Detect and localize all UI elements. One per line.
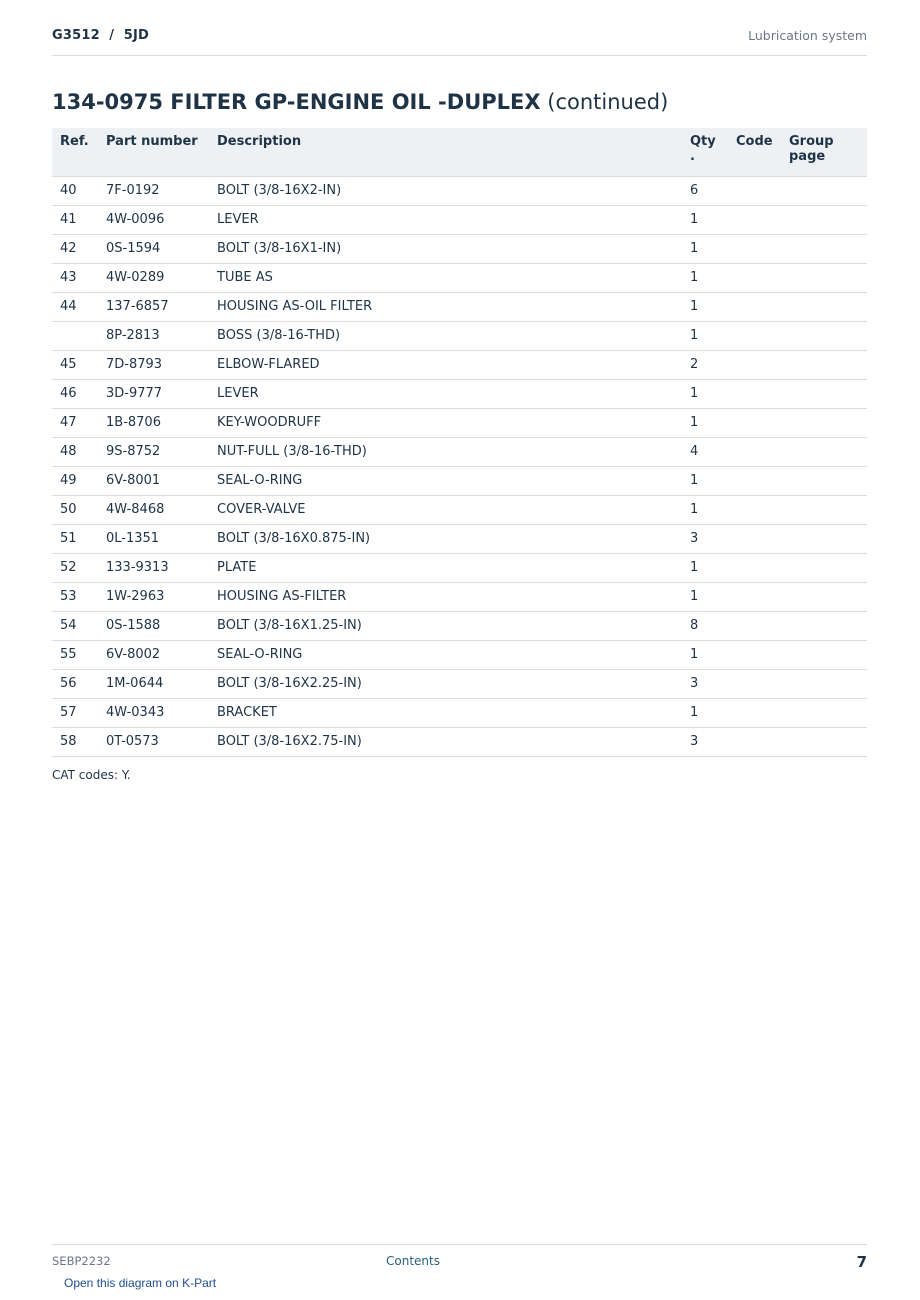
cell-group-page [781, 263, 867, 292]
cell-code [728, 640, 781, 669]
cell-group-page [781, 669, 867, 698]
cell-group-page [781, 727, 867, 756]
cell-ref: 50 [52, 495, 98, 524]
cell-description: LEVER [209, 205, 682, 234]
cell-group-page [781, 611, 867, 640]
cell-ref: 47 [52, 408, 98, 437]
cell-code [728, 234, 781, 263]
page-number: 7 [856, 1253, 867, 1271]
cell-group-page [781, 350, 867, 379]
cell-ref: 52 [52, 553, 98, 582]
cell-qty: 1 [682, 582, 728, 611]
cell-description: PLATE [209, 553, 682, 582]
column-header-ref: Ref. [52, 128, 98, 176]
cell-group-page [781, 466, 867, 495]
table-row [52, 234, 867, 263]
cell-part-number: 8P-2813 [98, 321, 209, 350]
cell-qty: 2 [682, 350, 728, 379]
table-row [52, 698, 867, 727]
cell-part-number: 0T-0573 [98, 727, 209, 756]
cell-ref [52, 321, 98, 350]
cell-group-page [781, 234, 867, 263]
cell-description: BOLT (3/8-16X1-IN) [209, 234, 682, 263]
table-row [52, 379, 867, 408]
cell-code [728, 292, 781, 321]
cell-code [728, 524, 781, 553]
cell-ref: 41 [52, 205, 98, 234]
column-header-description: Description [209, 128, 682, 176]
cell-group-page [781, 524, 867, 553]
cell-ref: 43 [52, 263, 98, 292]
cell-ref: 56 [52, 669, 98, 698]
cell-group-page [781, 698, 867, 727]
cell-description: TUBE AS [209, 263, 682, 292]
cell-description: LEVER [209, 379, 682, 408]
column-header-part-number: Part number [98, 128, 209, 176]
cell-part-number: 4W-0096 [98, 205, 209, 234]
cell-code [728, 669, 781, 698]
cell-group-page [781, 640, 867, 669]
cell-group-page [781, 553, 867, 582]
cell-qty: 1 [682, 495, 728, 524]
table-row [52, 176, 867, 205]
cell-part-number: 4W-8468 [98, 495, 209, 524]
cell-code [728, 321, 781, 350]
cell-ref: 46 [52, 379, 98, 408]
cell-code [728, 495, 781, 524]
cell-ref: 48 [52, 437, 98, 466]
cell-description: BOLT (3/8-16X2.25-IN) [209, 669, 682, 698]
cell-part-number: 6V-8001 [98, 466, 209, 495]
cell-description: SEAL-O-RING [209, 466, 682, 495]
cell-part-number: 133-9313 [98, 553, 209, 582]
cell-ref: 58 [52, 727, 98, 756]
contents-link[interactable]: Contents [386, 1254, 440, 1268]
table-row [52, 292, 867, 321]
table-row [52, 669, 867, 698]
cell-part-number: 7F-0192 [98, 176, 209, 205]
cell-description: BOLT (3/8-16X0.875-IN) [209, 524, 682, 553]
cell-part-number: 1W-2963 [98, 582, 209, 611]
cell-qty: 1 [682, 234, 728, 263]
cell-part-number: 1B-8706 [98, 408, 209, 437]
column-header-code: Code [728, 128, 781, 176]
table-row [52, 263, 867, 292]
cell-code [728, 553, 781, 582]
cell-qty: 8 [682, 611, 728, 640]
cell-code [728, 205, 781, 234]
parts-table-body [52, 176, 867, 756]
cell-description: HOUSING AS-OIL FILTER [209, 292, 682, 321]
cell-code [728, 379, 781, 408]
document-id: SEBP2232 [52, 1254, 111, 1268]
cell-qty: 1 [682, 263, 728, 292]
kpart-diagram-link[interactable]: Open this diagram on K-Part [64, 1276, 217, 1290]
table-row [52, 640, 867, 669]
cell-part-number: 3D-9777 [98, 379, 209, 408]
table-row [52, 524, 867, 553]
cell-qty: 1 [682, 640, 728, 669]
cell-qty: 3 [682, 524, 728, 553]
cell-qty: 1 [682, 466, 728, 495]
cell-part-number: 0S-1594 [98, 234, 209, 263]
cell-code [728, 176, 781, 205]
cell-ref: 54 [52, 611, 98, 640]
cell-code [728, 350, 781, 379]
table-row [52, 437, 867, 466]
column-header-qty: Qty . [682, 128, 728, 176]
cell-qty: 1 [682, 321, 728, 350]
cell-qty: 3 [682, 727, 728, 756]
cell-description: NUT-FULL (3/8-16-THD) [209, 437, 682, 466]
cell-ref: 40 [52, 176, 98, 205]
cell-code [728, 698, 781, 727]
cell-part-number: 0S-1588 [98, 611, 209, 640]
cell-ref: 42 [52, 234, 98, 263]
cell-ref: 51 [52, 524, 98, 553]
table-row [52, 727, 867, 756]
model-label: G3512 / 5JD [52, 28, 149, 43]
cell-description: BRACKET [209, 698, 682, 727]
table-row [52, 466, 867, 495]
cell-description: BOLT (3/8-16X2.75-IN) [209, 727, 682, 756]
cell-part-number: 6V-8002 [98, 640, 209, 669]
table-row [52, 495, 867, 524]
cell-description: SEAL-O-RING [209, 640, 682, 669]
cell-description: ELBOW-FLARED [209, 350, 682, 379]
table-row [52, 553, 867, 582]
cell-ref: 44 [52, 292, 98, 321]
cat-codes-note: CAT codes: Y. [52, 768, 131, 782]
cell-qty: 1 [682, 292, 728, 321]
table-row [52, 350, 867, 379]
cell-description: BOLT (3/8-16X2-IN) [209, 176, 682, 205]
cell-code [728, 408, 781, 437]
cell-part-number: 9S-8752 [98, 437, 209, 466]
cell-part-number: 0L-1351 [98, 524, 209, 553]
table-row [52, 321, 867, 350]
parts-table-header [52, 128, 867, 176]
cell-ref: 49 [52, 466, 98, 495]
parts-table [52, 128, 867, 757]
table-row [52, 582, 867, 611]
cell-part-number: 137-6857 [98, 292, 209, 321]
cell-part-number: 7D-8793 [98, 350, 209, 379]
cell-part-number: 4W-0289 [98, 263, 209, 292]
title-suffix: (continued) [540, 90, 669, 114]
cell-description: KEY-WOODRUFF [209, 408, 682, 437]
cell-part-number: 4W-0343 [98, 698, 209, 727]
cell-code [728, 611, 781, 640]
cell-code [728, 727, 781, 756]
table-row [52, 205, 867, 234]
cell-qty: 3 [682, 669, 728, 698]
page-header [52, 28, 867, 56]
page-footer [52, 1244, 867, 1274]
cell-description: BOSS (3/8-16-THD) [209, 321, 682, 350]
cell-ref: 45 [52, 350, 98, 379]
cell-group-page [781, 176, 867, 205]
cell-group-page [781, 408, 867, 437]
cell-qty: 1 [682, 698, 728, 727]
cell-group-page [781, 379, 867, 408]
cell-code [728, 263, 781, 292]
title-main: 134-0975 FILTER GP-ENGINE OIL -DUPLEX [52, 90, 541, 114]
cell-code [728, 582, 781, 611]
page-title [52, 90, 668, 114]
cell-group-page [781, 321, 867, 350]
cell-group-page [781, 437, 867, 466]
cell-code [728, 466, 781, 495]
cell-qty: 1 [682, 205, 728, 234]
cell-part-number: 1M-0644 [98, 669, 209, 698]
cell-group-page [781, 205, 867, 234]
section-label: Lubrication system [748, 28, 867, 43]
cell-description: COVER-VALVE [209, 495, 682, 524]
cell-qty: 1 [682, 408, 728, 437]
table-row [52, 611, 867, 640]
cell-ref: 55 [52, 640, 98, 669]
cell-qty: 1 [682, 553, 728, 582]
table-row [52, 408, 867, 437]
cell-qty: 6 [682, 176, 728, 205]
cell-group-page [781, 582, 867, 611]
column-header-group-page: Group page [781, 128, 867, 176]
cell-ref: 53 [52, 582, 98, 611]
cell-group-page [781, 292, 867, 321]
cell-description: HOUSING AS-FILTER [209, 582, 682, 611]
cell-code [728, 437, 781, 466]
cell-qty: 1 [682, 379, 728, 408]
cell-ref: 57 [52, 698, 98, 727]
cell-group-page [781, 495, 867, 524]
cell-qty: 4 [682, 437, 728, 466]
cell-description: BOLT (3/8-16X1.25-IN) [209, 611, 682, 640]
